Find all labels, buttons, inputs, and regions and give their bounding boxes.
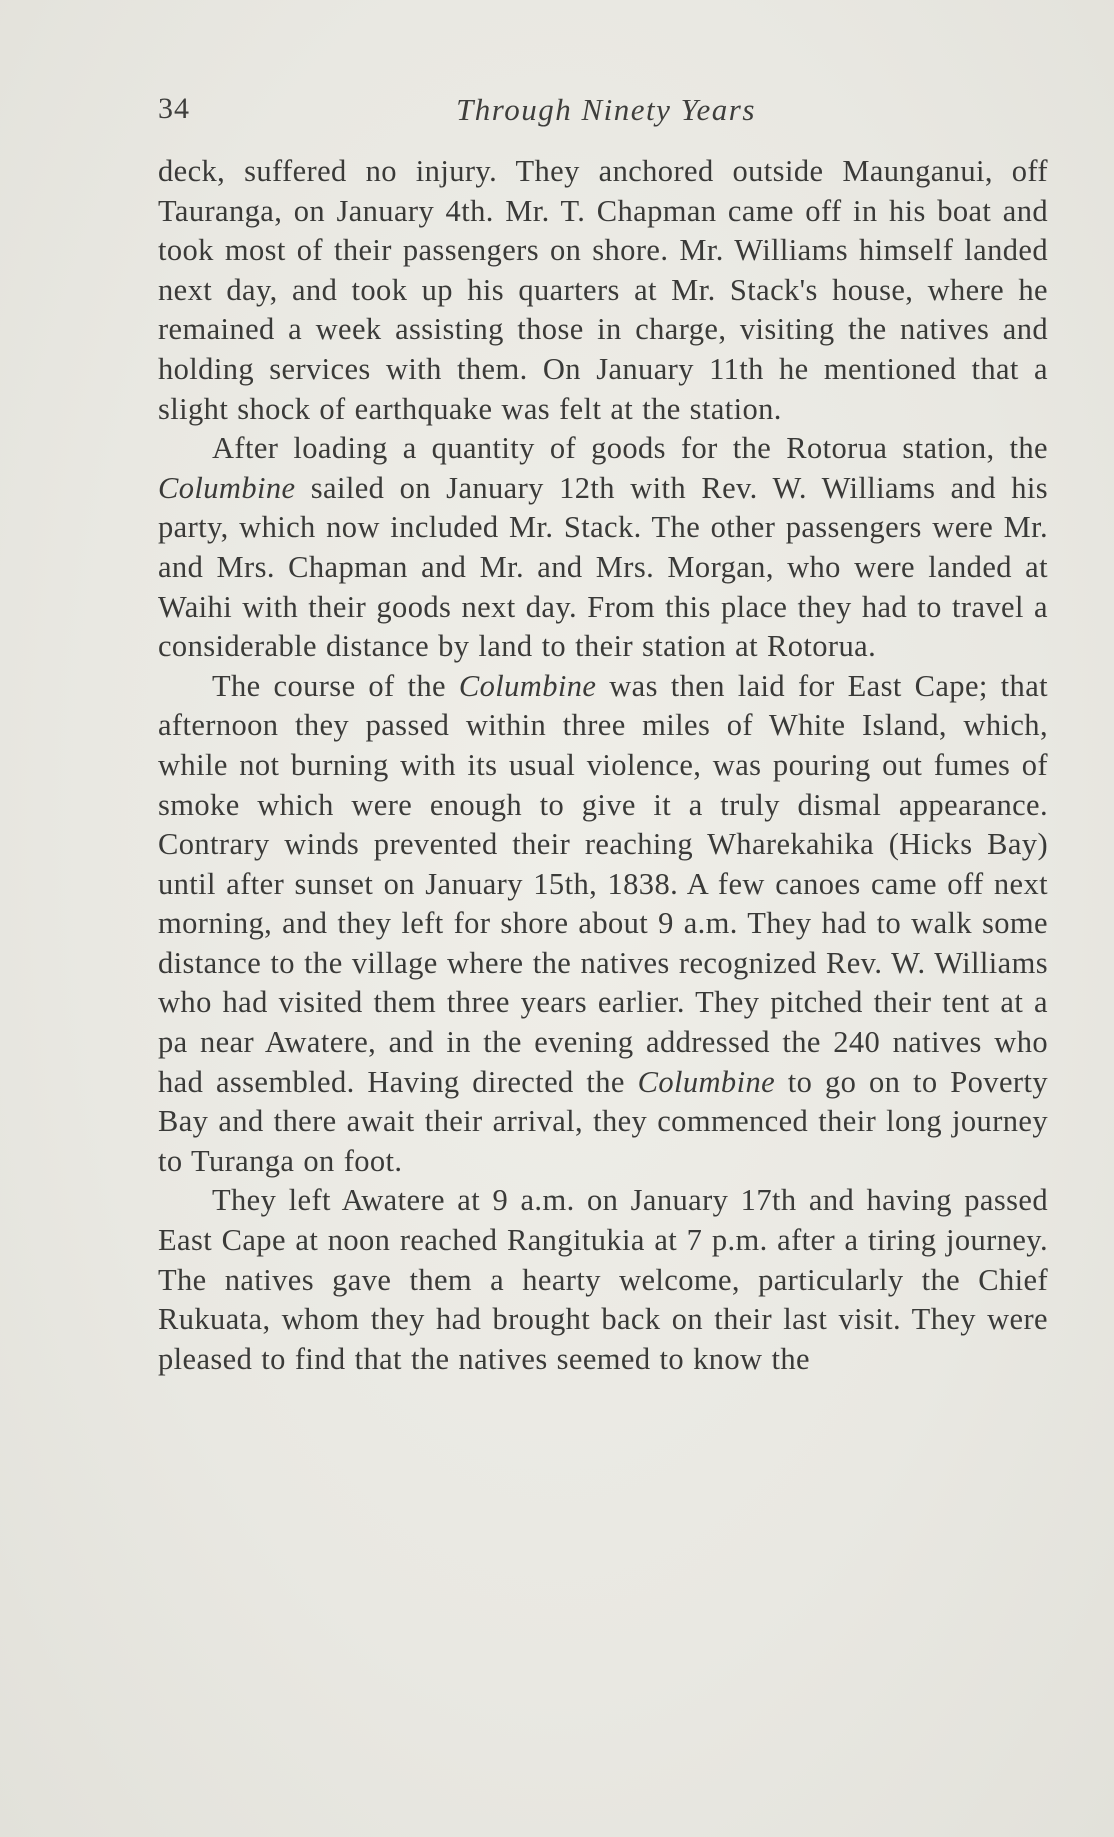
ship-name: Columbine bbox=[158, 470, 296, 505]
paragraph-2 bbox=[158, 429, 1048, 667]
page-header bbox=[158, 92, 1048, 132]
ship-name: Columbine bbox=[637, 1064, 776, 1099]
paragraph-4: They left Awatere at 9 a.m. on January 17th and having passed East Cape at noon reached Rangitukia at 7 p.m. after a tiring journey. The natives gave them a hearty welcome, particularly the Chief Rukuata, whom they had brought back on their last visit. They were pleased to find that the natives seemed to know the bbox=[158, 1183, 1048, 1376]
body-text bbox=[158, 152, 1048, 1379]
ship-name: Columbine bbox=[458, 668, 597, 703]
paragraph-2-text-b: sailed on January 12th with Rev. W. Williams and his party, which now included Mr. Stack. The other passengers were Mr. and Mrs. Chapman and Mr. and Mrs. Morgan, who were landed at Waihi with their goods next day. From this place they had to travel a considerable distance by land to their station at Rotorua. bbox=[158, 470, 1048, 664]
paragraph-3-text-c: to go on to Poverty Bay and there await their arrival, they commenced their long journey to Turanga on foot. bbox=[158, 1064, 1048, 1178]
running-title: Through Ninety Years bbox=[456, 92, 756, 127]
paragraph-1: deck, suffered no injury. They anchored outside Maunganui, off Tauranga, on January 4th. Mr. T. Chapman came off in his boat and took most of their passengers on shore. Mr. Williams himself landed next day, and took up his quarters at Mr. Stack's house, where he remained a week assisting those in charge, visiting the natives and holding services with them. On January 11th he mentioned that a slight shock of earthquake was felt at the station. bbox=[158, 154, 1048, 426]
paragraph-3 bbox=[158, 667, 1048, 1182]
page-number: 34 bbox=[158, 92, 190, 125]
paragraph-3-text-b: was then laid for East Cape; that afternoon they passed within three miles of White Island, which, while not burning with its usual violence, was pouring out fumes of smoke which were enough to give it a truly dismal appearance. Contrary winds prevented their reaching Wharekahika (Hicks Bay) until after sunset on January 15th, 1838. A few canoes came off next morning, and they left for shore about 9 a.m. They had to walk some distance to the village where the natives recognized Rev. W. Williams who had visited them three years earlier. They pitched their tent at a pa near Awatere, and in the evening addressed the 240 natives who had assembled. Having directed the bbox=[158, 668, 1048, 1099]
paragraph-3-text-a: The course of the bbox=[212, 668, 459, 703]
paragraph-2-text-a: After loading a quantity of goods for the Rotorua station, the bbox=[212, 431, 1048, 466]
